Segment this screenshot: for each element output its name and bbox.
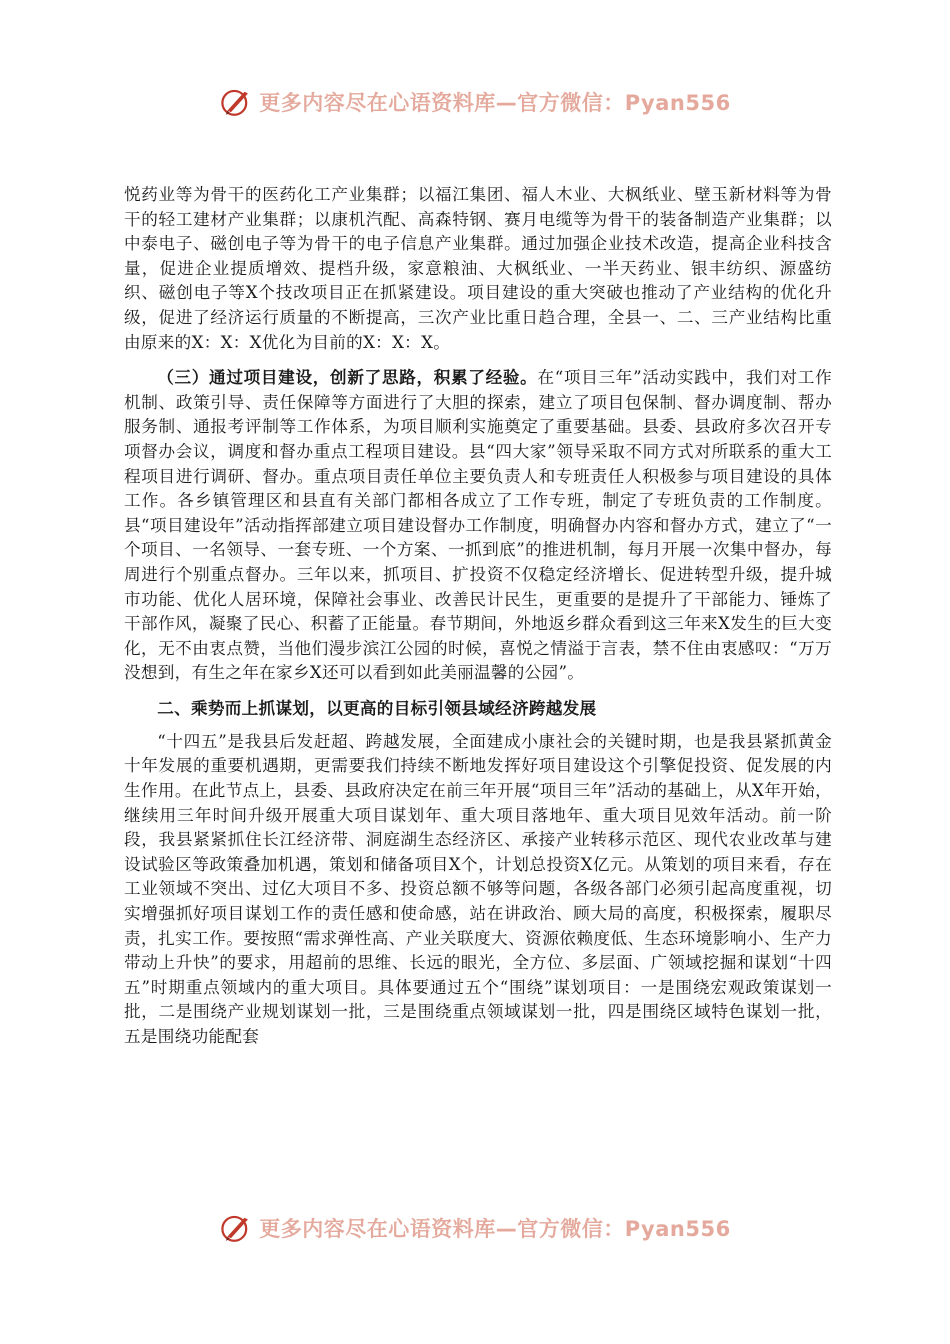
section-heading: 二、乘势而上抓谋划，以更高的目标引领县域经济跨越发展 bbox=[157, 697, 597, 718]
pen-logo-icon bbox=[219, 85, 253, 119]
banner-text: 更多内容尽在心语资料库—官方微信：Pyan556 bbox=[259, 91, 731, 115]
header-banner bbox=[0, 82, 950, 122]
paragraph-2 bbox=[124, 365, 832, 686]
pen-logo-icon bbox=[219, 1211, 253, 1245]
document-body bbox=[124, 183, 832, 1050]
paragraph-3: “十四五”是我县后发赶超、跨越发展，全面建成小康社会的关键时期，也是我县紧抓黄金十年发展的重要机遇期，更需要我们持续不断地发挥好项目建设这个引擎促投资、促发展的内生作用。在此节点上，县委、县政府决定在前三年开展“项目三年”活动的基础上，从X年开始，继续用三年时间升级开展重大项目谋划年、重大项目落地年、重大项目见效年活动。前一阶段，我县紧紧抓住长江经济带、洞庭湖生态经济区、承接产业转移示范区、现代农业改革与建设试验区等政策叠加机遇，策划和储备项目X个，计划总投资X亿元。从策划的项目来看，存在工业领域不突出、过亿大项目不多、投资总额不够等问题，各级各部门必须引起高度重视，切实增强抓好项目谋划工作的责任感和使命感，站在讲政治、顾大局的高度，积极探索，履职尽责，扎实工作。要按照“需求弹性高、产业关联度大、资源依赖度低、生态环境影响小、生产力带动上升快”的要求，用超前的思维、长远的眼光，全方位、多层面、广领域挖掘和谋划“十四五”时期重点领域内的重大项目。具体要通过五个“围绕”谋划项目：一是围绕宏观政策谋划一批，二是围绕产业规划谋划一批，三是围绕重点领域谋划一批，四是围绕区域特色谋划一批，五是围绕功能配套 bbox=[124, 731, 832, 1046]
banner-text: 更多内容尽在心语资料库—官方微信：Pyan556 bbox=[259, 1217, 731, 1241]
subsection-heading: （三）通过项目建设，创新了思路，积累了经验。 bbox=[157, 367, 538, 388]
paragraph-1: 悦药业等为骨干的医药化工产业集群；以福江集团、福人木业、大枫纸业、壁玉新材料等为骨干的轻工建材产业集群；以康机汽配、高森特钢、赛月电缆等为骨干的装备制造产业集群；以中泰电子、磁创电子等为骨干的电子信息产业集群。通过加强企业技术改造，提高企业科技含量，促进企业提质增效、提档升级，家意粮油、大枫纸业、一半天药业、银丰纺织、源盛纺织、磁创电子等X个技改项目正在抓紧建设。项目建设的重大突破也推动了产业结构的优化升级，促进了经济运行质量的不断提高，三次产业比重日趋合理，全县一、二、三产业结构比重由原来的X：X：X优化为目前的X：X：X。 bbox=[124, 185, 832, 352]
footer-banner bbox=[0, 1208, 950, 1248]
paragraph-2-text: 在“项目三年”活动实践中，我们对工作机制、政策引导、责任保障等方面进行了大胆的探索，建立了项目包保制、督办调度制、帮办服务制、通报考评制等工作体系，为项目顺利实施奠定了重要基础。县委、县政府多次召开专项督办会议，调度和督办重点工程项目建设。县“四大家”领导采取不同方式对所联系的重大工程项目进行调研、督办。重点项目责任单位主要负责人和专班责任人积极参与项目建设的具体工作。各乡镇管理区和县直有关部门都相各成立了工作专班，制定了专班负责的工作制度。县“项目建设年”活动指挥部建立项目建设督办工作制度，明确督办内容和督办方式，建立了“一个项目、一名领导、一套专班、一个方案、一抓到底”的推进机制，每月开展一次集中督办，每周进行个别重点督办。三年以来，抓项目、扩投资不仅稳定经济增长、促进转型升级，提升城市功能、优化人居环境，保障社会事业、改善民计民生，更重要的是提升了干部能力、锤炼了干部作风，凝聚了民心、积蓄了正能量。春节期间，外地返乡群众看到这三年来X发生的巨大变化，无不由衷点赞，当他们漫步滨江公园的时候，喜悦之情溢于言表，禁不住由衷感叹：“万万没想到，有生之年在家乡X还可以看到如此美丽温馨的公园”。 bbox=[124, 368, 832, 683]
